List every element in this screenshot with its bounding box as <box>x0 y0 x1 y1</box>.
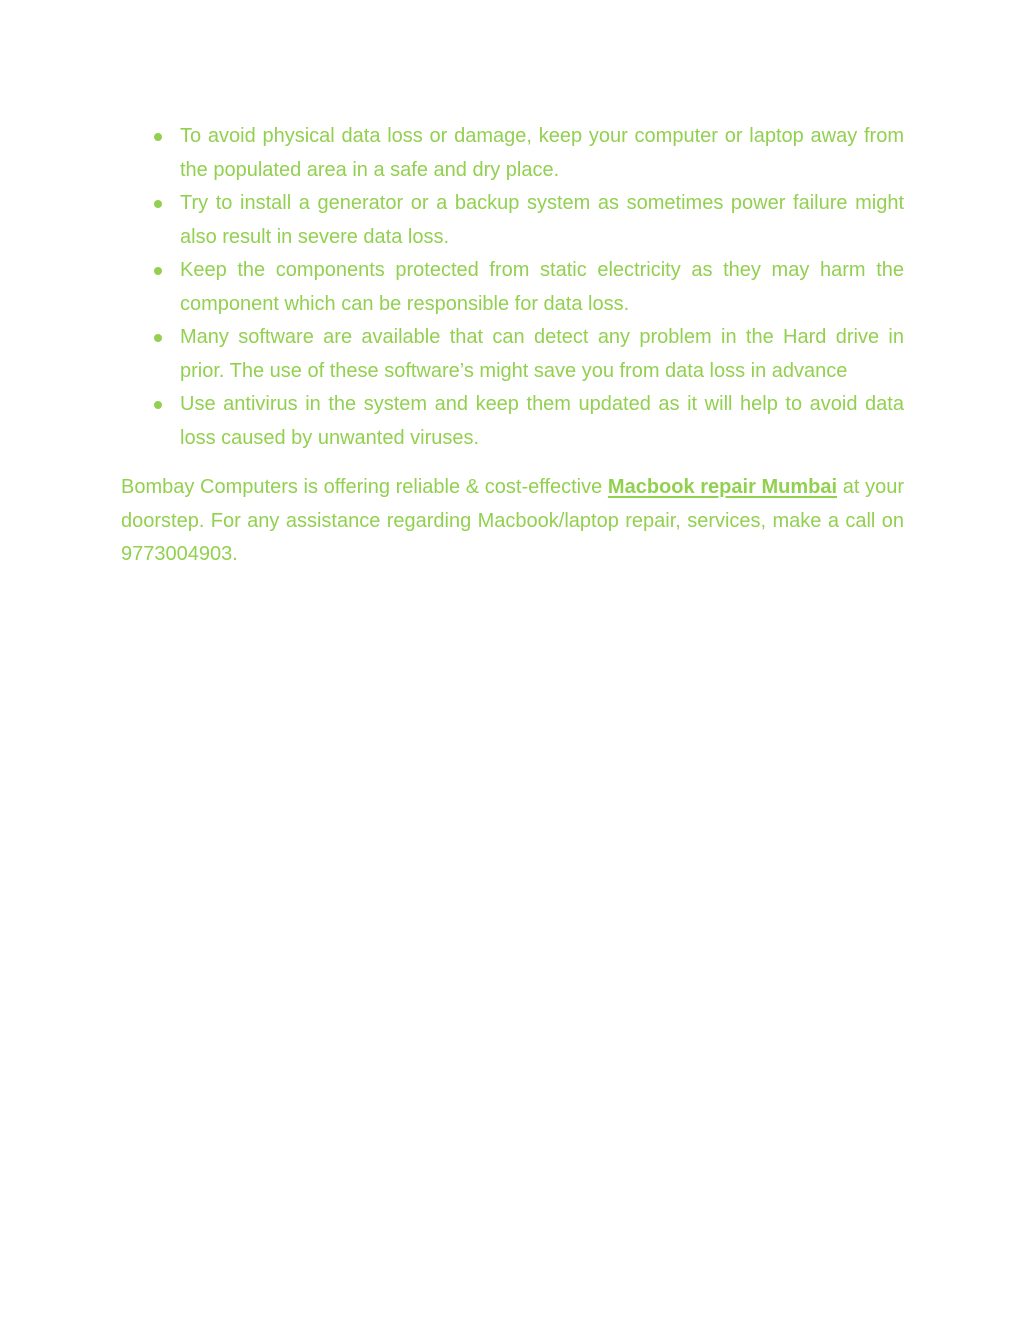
tips-list <box>121 120 904 455</box>
document-body <box>121 120 904 572</box>
list-item-text: Keep the components protected from static electricity as they may harm the component which can be responsible for data loss. <box>180 259 904 315</box>
list-item <box>121 254 904 321</box>
bullet-icon <box>154 334 162 342</box>
list-item-text: Many software are available that can detect any problem in the Hard drive in prior. The use of these software’s might save you from data loss in advance <box>180 326 904 382</box>
list-item <box>121 321 904 388</box>
list-item-text: Use antivirus in the system and keep them updated as it will help to avoid data loss caused by unwanted viruses. <box>180 393 904 449</box>
list-item <box>121 120 904 187</box>
list-item <box>121 187 904 254</box>
bullet-icon <box>154 133 162 141</box>
bullet-icon <box>154 200 162 208</box>
bullet-icon <box>154 267 162 275</box>
list-item <box>121 388 904 455</box>
closing-paragraph <box>121 471 904 572</box>
list-item-text: To avoid physical data loss or damage, keep your computer or laptop away from the populated area in a safe and dry place. <box>180 125 904 181</box>
macbook-repair-link[interactable]: Macbook repair Mumbai <box>607 476 838 498</box>
list-item-text: Try to install a generator or a backup system as sometimes power failure might also result in severe data loss. <box>180 192 904 248</box>
closing-text-before-link: Bombay Computers is offering reliable & cost-effective <box>121 476 608 498</box>
closing-text-after-link: at your doorstep. For any assistance regarding Macbook/laptop repair, services, make a call on 9773004903. <box>121 476 904 565</box>
bullet-icon <box>154 401 162 409</box>
